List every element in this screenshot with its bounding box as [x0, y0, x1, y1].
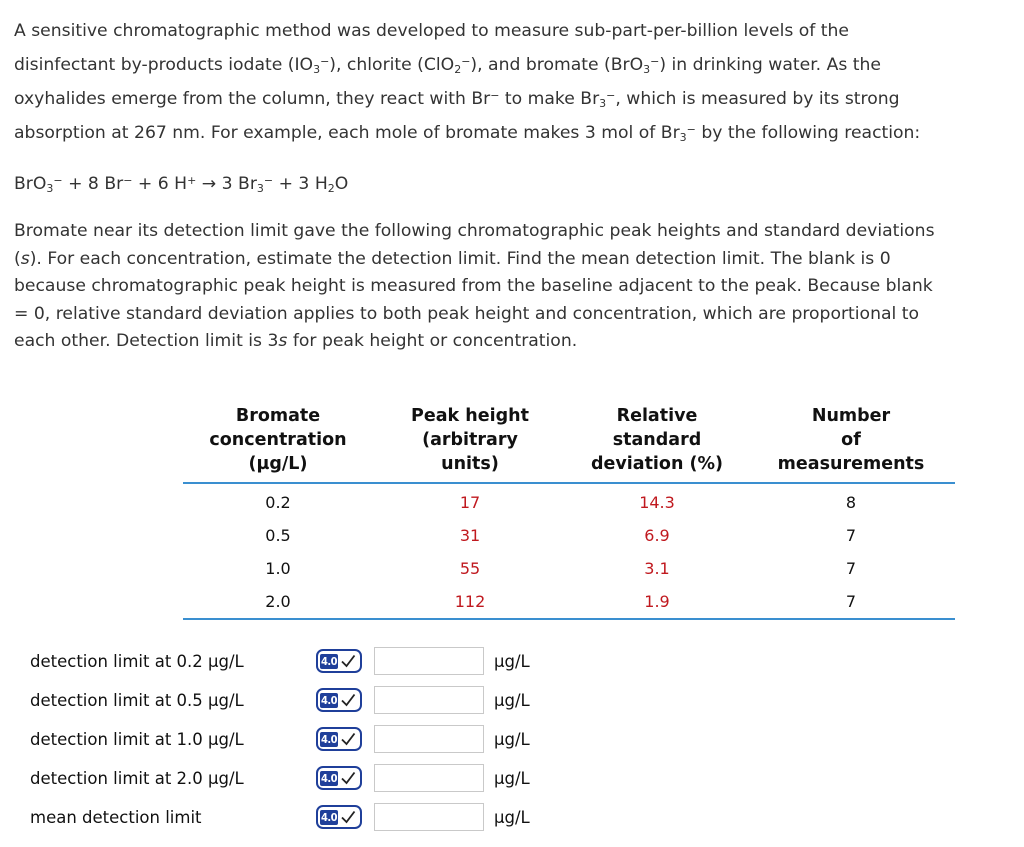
cell-peak-height: 17	[459, 493, 481, 512]
cell-n: 8	[845, 493, 857, 512]
intro-text-2: disinfectant by-products iodate (IO	[14, 55, 314, 75]
table-row	[183, 483, 955, 519]
table-header-row	[183, 404, 955, 483]
sup-minus: −	[263, 174, 274, 187]
intro-line-2	[14, 48, 1010, 82]
sig-fig-number: 4.0	[321, 654, 338, 668]
answer-row-0.2	[30, 645, 530, 677]
sig-fig-badge[interactable]	[316, 649, 362, 673]
checkmark-icon	[340, 692, 356, 708]
sub-3: 3	[256, 182, 264, 195]
intro-text-7: to make Br	[499, 89, 600, 109]
eq-term-3: → 3 Br	[196, 174, 257, 194]
eq-term-1: + 8 Br	[62, 174, 124, 194]
sig-fig-badge[interactable]	[316, 805, 362, 829]
cell-rsd: 3.1	[644, 559, 670, 578]
problem-instructions	[14, 218, 1010, 356]
sub-3: 3	[313, 63, 321, 76]
cell-rsd: 6.9	[644, 526, 670, 545]
sup-minus: −	[650, 55, 660, 68]
cell-peak-height: 31	[459, 526, 481, 545]
answer-input-0.5[interactable]	[374, 686, 484, 714]
table-row	[183, 585, 955, 619]
answer-row-2.0	[30, 762, 530, 794]
checkmark-icon	[340, 809, 356, 825]
instr-s-symbol: s	[278, 331, 288, 351]
cell-concentration: 2.0	[183, 585, 373, 619]
sub-3: 3	[46, 182, 54, 195]
answer-label: detection limit at 2.0 µg/L	[30, 768, 244, 788]
unit-label: µg/L	[494, 807, 530, 827]
sup-minus: −	[606, 89, 616, 102]
cell-n: 7	[845, 526, 857, 545]
sub-2: 2	[454, 63, 462, 76]
answer-input-1.0[interactable]	[374, 725, 484, 753]
intro-line-3	[14, 82, 1010, 116]
intro-text-6: oxyhalides emerge from the column, they react with Br	[14, 89, 491, 109]
unit-label: µg/L	[494, 768, 530, 788]
sig-fig-number: 4.0	[321, 771, 338, 785]
instr-text-4: = 0, relative standard deviation applies to both peak height and concentration, which are proportional to	[14, 303, 919, 324]
cell-concentration: 1.0	[265, 559, 291, 578]
answer-label: detection limit at 1.0 µg/L	[30, 729, 244, 749]
sig-fig-number: 4.0	[321, 810, 338, 824]
answer-input-2.0[interactable]	[374, 764, 484, 792]
header-n	[747, 404, 955, 483]
answer-input-0.2[interactable]	[374, 647, 484, 675]
unit-label: µg/L	[494, 651, 530, 671]
header-text: units)	[441, 454, 499, 474]
header-text: Peak height	[411, 406, 529, 426]
intro-line-4	[14, 116, 1010, 150]
sig-fig-number: 4.0	[321, 693, 338, 707]
header-text: concentration	[209, 430, 347, 450]
header-peak-height	[373, 404, 567, 483]
sub-2: 2	[327, 182, 335, 195]
header-text: deviation (%)	[590, 454, 724, 474]
instr-text-5: each other. Detection limit is 3	[14, 331, 279, 351]
checkmark-icon	[340, 731, 356, 747]
instr-text-2: ). For each concentration, estimate the detection limit. Find the mean detection limit. The blank is 0	[29, 248, 891, 269]
sup-minus: −	[53, 174, 63, 187]
cell-rsd: 1.9	[567, 585, 747, 619]
sup-minus: −	[461, 55, 471, 68]
cell-concentration: 0.2	[265, 493, 291, 512]
answer-input-mean[interactable]	[374, 803, 484, 831]
answer-label: mean detection limit	[30, 807, 202, 827]
table-row	[183, 519, 955, 552]
cell-n: 7	[845, 559, 857, 578]
unit-label: µg/L	[494, 690, 530, 710]
sup-minus: −	[686, 123, 696, 136]
intro-line-1	[14, 14, 1010, 48]
header-text: standard	[612, 430, 702, 450]
sup-minus: −	[123, 174, 133, 187]
answer-row-mean	[30, 801, 530, 833]
sig-fig-badge[interactable]	[316, 688, 362, 712]
instr-text-1: Bromate near its detection limit gave the following chromatographic peak heights and standard deviations	[14, 221, 935, 241]
unit-label: µg/L	[494, 729, 530, 749]
sig-fig-badge[interactable]	[316, 727, 362, 751]
intro-text-4: ), and bromate (BrO	[470, 55, 644, 75]
eq-term-2: + 6 H	[132, 174, 188, 194]
answer-label: detection limit at 0.2 µg/L	[30, 651, 244, 671]
sub-3: 3	[679, 131, 687, 144]
instr-line-2	[14, 246, 1010, 274]
answer-row-1.0	[30, 723, 530, 755]
eq-term-5: O	[334, 174, 349, 194]
header-concentration	[183, 404, 373, 483]
intro-text-10: by the following reaction:	[695, 123, 921, 143]
header-text: Bromate	[235, 406, 321, 426]
instr-line-3	[14, 273, 1010, 301]
intro-text-3: ), chlorite (ClO	[329, 55, 455, 75]
sup-minus: −	[490, 89, 500, 102]
header-text: Relative	[616, 406, 698, 426]
cell-concentration: 0.5	[265, 526, 291, 545]
problem-intro	[14, 14, 1010, 150]
sig-fig-badge[interactable]	[316, 766, 362, 790]
header-text: (arbitrary	[422, 430, 518, 450]
header-text: Number	[811, 406, 891, 426]
intro-text-8: , which is measured by its strong	[615, 89, 900, 109]
bromate-data-table	[183, 404, 955, 620]
header-rsd	[567, 404, 747, 483]
instr-text-6: for peak height or concentration.	[287, 331, 578, 351]
instr-line-5	[14, 328, 1010, 356]
intro-text-1: A sensitive chromatographic method was developed to measure sub-part-per-billion levels of the	[14, 21, 850, 41]
sub-3: 3	[599, 97, 607, 110]
answer-label: detection limit at 0.5 µg/L	[30, 690, 244, 710]
header-text: of	[841, 430, 861, 450]
intro-text-9: absorption at 267 nm. For example, each mole of bromate makes 3 mol of Br	[14, 123, 680, 143]
cell-peak-height: 55	[459, 559, 481, 578]
sup-minus: −	[320, 55, 330, 68]
answer-row-0.5	[30, 684, 530, 716]
cell-rsd: 14.3	[639, 493, 675, 512]
instr-s-symbol: s	[20, 248, 30, 269]
sup-plus: +	[187, 174, 197, 187]
reaction-equation	[14, 174, 348, 194]
checkmark-icon	[340, 770, 356, 786]
instr-line-4	[14, 301, 1010, 329]
intro-text-5: ) in drinking water. As the	[659, 55, 881, 75]
instr-text-3: because chromatographic peak height is measured from the baseline adjacent to the peak. Because blank	[14, 276, 933, 296]
cell-peak-height: 112	[373, 585, 567, 619]
header-text: (µg/L)	[248, 454, 308, 474]
cell-n: 7	[747, 585, 955, 619]
eq-bromate: BrO	[14, 174, 47, 194]
header-text: measurements	[777, 454, 925, 474]
table-row	[183, 552, 955, 585]
instr-line-1	[14, 218, 1010, 246]
checkmark-icon	[340, 653, 356, 669]
instr-paren: (	[14, 248, 21, 269]
sig-fig-number: 4.0	[321, 732, 338, 746]
sub-3: 3	[643, 63, 651, 76]
eq-term-4: + 3 H	[273, 174, 328, 194]
